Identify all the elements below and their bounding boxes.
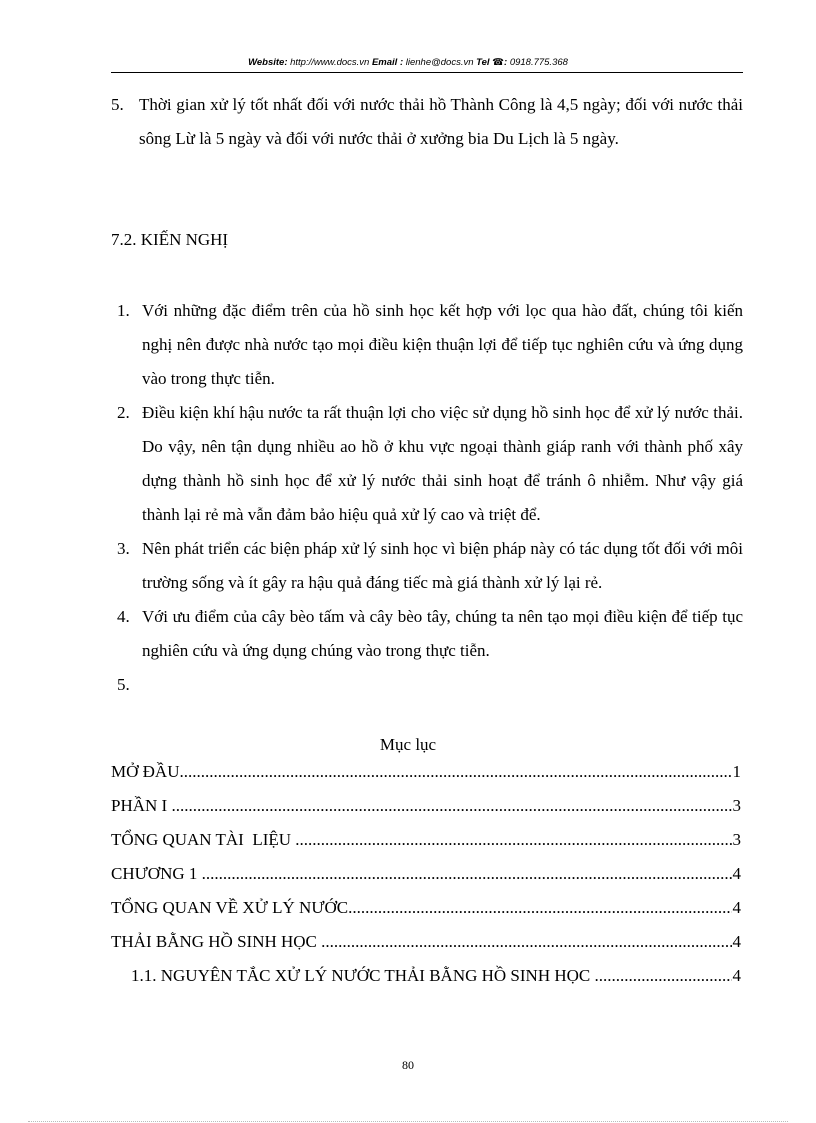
toc-entry-label: TỔNG QUAN VỀ XỬ LÝ NƯỚC — [111, 898, 349, 917]
toc-entry-label: 1.1. NGUYÊN TẮC XỬ LÝ NƯỚC THẢI BẰNG HỒ SINH HỌC — [131, 966, 595, 985]
table-of-contents — [111, 762, 741, 1000]
toc-leader-dots — [202, 864, 732, 884]
toc-leader-dots — [295, 830, 731, 850]
list-item — [117, 294, 743, 396]
toc-entry[interactable] — [111, 830, 741, 864]
tel-label: Tel ☎: — [476, 57, 508, 68]
email-link[interactable]: lienhe@docs.vn — [405, 57, 474, 68]
list-item — [117, 532, 743, 600]
list-item-number: 1. — [117, 301, 130, 320]
list-item-text: Với những đặc điểm trên của hồ sinh học kết hợp với lọc qua hào đất, chúng tôi kiến nghị nên được nhà nước tạo mọi điều kiện thuận lợi để tiếp tục nghiên cứu và ứng dụng vào trong thực tiễn. — [142, 301, 743, 388]
toc-leader-dots — [321, 932, 731, 952]
toc-entry-label: TỔNG QUAN TÀI LIỆU — [111, 830, 296, 849]
list-item-text: Điều kiện khí hậu nước ta rất thuận lợi cho việc sử dụng hồ sinh học để xử lý nước thải. Do vậy, nên tận dụng nhiều ao hồ ở khu vực ngoại thành giáp ranh với thành phố xây dựng thành hồ sinh học để xử lý nước thải sinh hoạt để tránh ô nhiễm. Như vậy giá thành lại rẻ mà vẫn đảm bảo hiệu quả xử lý cao và triệt để. — [142, 403, 743, 524]
toc-entry-label: THẢI BẰNG HỒ SINH HỌC — [111, 932, 322, 951]
section-heading: 7.2. KIẾN NGHỊ — [111, 230, 229, 249]
toc-entry[interactable] — [111, 796, 741, 830]
toc-entry-page: 3 — [732, 796, 741, 815]
list-item-number: 4. — [117, 607, 130, 626]
toc-entry-label: CHƯƠNG 1 — [111, 864, 202, 883]
list-item-number: 2. — [117, 403, 130, 422]
tel-number: 0918.775.368 — [509, 57, 568, 68]
list-item-text: Với ưu điểm của cây bèo tấm và cây bèo tây, chúng ta nên tạo mọi điều kiện để tiếp tục nghiên cứu và ứng dụng chúng vào trong thực tiễn. — [142, 607, 743, 660]
toc-leader-dots — [171, 796, 731, 816]
toc-entry[interactable] — [111, 898, 741, 932]
page-bottom-border — [28, 1121, 788, 1122]
toc-entry-page: 3 — [732, 830, 741, 849]
header-divider — [111, 72, 743, 73]
toc-entry-page: 4 — [732, 864, 741, 883]
page-header — [0, 57, 816, 68]
recommendations-list — [117, 294, 743, 694]
toc-title: Mục lục — [379, 735, 437, 754]
conclusion-item-number: 5. — [111, 95, 124, 114]
toc-leader-dots — [595, 966, 732, 986]
conclusion-item-text: Thời gian xử lý tốt nhất đối với nước thải hồ Thành Công là 4,5 ngày; đối với nước thải sông Lừ là 5 ngày và đối với nước thải ở xưởng bia Du Lịch là 5 ngày. — [139, 95, 743, 148]
toc-entry[interactable] — [111, 932, 741, 966]
toc-leader-dots — [179, 762, 731, 782]
page-number: 80 — [402, 1058, 414, 1072]
email-label: Email : — [371, 57, 404, 68]
list-item — [117, 600, 743, 668]
list-item-number: 5. — [117, 675, 130, 694]
toc-entry-page: 1 — [732, 762, 741, 781]
website-link[interactable]: http://www.docs.vn — [290, 57, 370, 68]
toc-entry[interactable] — [111, 762, 741, 796]
toc-leader-dots — [348, 898, 731, 918]
conclusion-item — [111, 88, 743, 156]
list-item — [117, 396, 743, 532]
toc-entry-page: 4 — [732, 898, 741, 917]
toc-entry[interactable] — [111, 966, 741, 1000]
list-item-number: 3. — [117, 539, 130, 558]
list-item-text: Nên phát triển các biện pháp xử lý sinh học vì biện pháp này có tác dụng tốt đối với môi trường sống và ít gây ra hậu quả đáng tiếc mà giá thành xử lý lại rẻ. — [142, 539, 743, 592]
toc-entry-label: MỞ ĐẦU — [111, 762, 180, 781]
toc-entry[interactable] — [111, 864, 741, 898]
toc-entry-page: 4 — [732, 966, 741, 985]
toc-entry-page: 4 — [732, 932, 741, 951]
website-label: Website: — [248, 57, 288, 68]
toc-entry-label: PHẦN I — [111, 796, 172, 815]
